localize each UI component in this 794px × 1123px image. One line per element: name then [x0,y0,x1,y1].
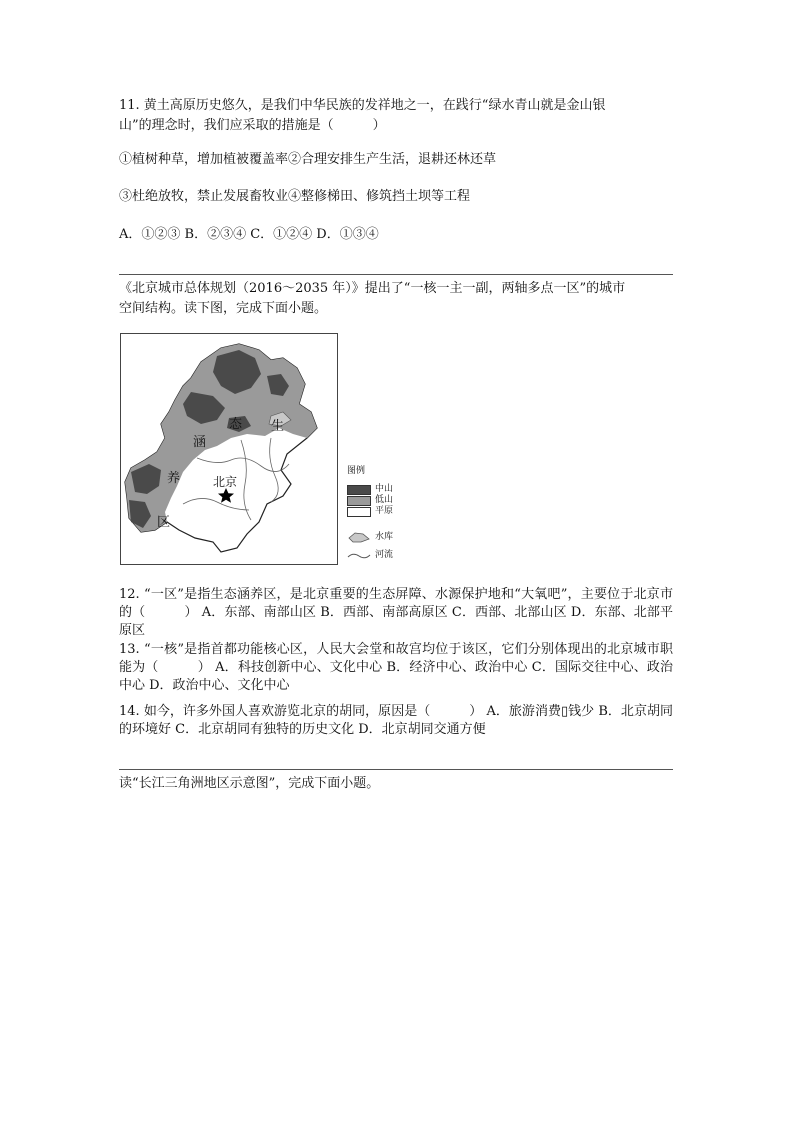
q11-statements-b: ③杜绝放牧，禁止发展畜牧业④整修梯田、修筑挡土坝等工程 [119,189,471,204]
question-14: 14. 如今，许多外国人喜欢游览北京的胡同，原因是（ ） A．旅游消费▯钱少 B．北京胡同的环境好 C．北京胡同有独特的历史文化 D．北京胡同交通方便 [119,704,673,737]
swatch-mid-mountain [347,485,371,495]
passage-line2: 空间结构。读下图，完成下面小题。 [119,301,328,316]
divider [119,274,673,275]
reservoir-legend-icon [347,530,371,544]
swatch-low-mountain [347,496,371,506]
legend-item-reservoir [347,530,393,544]
legend-item-river [347,550,393,561]
passage-line1: 《北京城市总体规划（2016～2035 年）》提出了“一核一主一副，两轴多点一区”的城市 [119,281,626,296]
beijing-map-svg [121,334,337,564]
q11-statements-a: ①植树种草，增加植被覆盖率②合理安排生产生活，退耕还林还草 [119,152,497,167]
next-prompt: 读“长江三角洲地区示意图”，完成下面小题。 [119,776,380,791]
question-13: 13. “一核”是指首都功能核心区，人民大会堂和故宫均位于该区，它们分别体现出的北京城市职能为（ ） A．科技创新中心、文化中心 B．经济中心、政治中心 C．国际交往中心、政治中心 D．政治中心、文化中心 [119,642,673,693]
legend-item-low [347,495,393,506]
legend-label-low: 低山 [375,495,394,505]
divider-2 [119,769,673,770]
q11-stem-line1: 11. 黄土高原历史悠久，是我们中华民族的发祥地之一，在践行“绿水青山就是金山银 [119,98,606,113]
legend-item-mid [347,484,393,495]
swatch-plain [347,507,371,517]
q11-stem-line2: 山”的理念时，我们应采取的措施是（ ） [119,118,386,133]
legend-label-plain: 平原 [375,506,394,516]
legend-title-row [347,466,365,477]
map-char-qu: 区 [157,515,171,530]
legend-item-plain [347,506,393,517]
map-char-tai: 态 [229,417,243,432]
river-legend-icon [347,551,371,561]
legend-title: 图例 [347,466,366,476]
map-char-yang: 养 [167,471,181,486]
legend-label-reservoir: 水库 [375,531,394,542]
legend-label-mid: 中山 [375,484,394,494]
question-12: 12. “一区”是指生态涵养区，是北京重要的生态屏障、水源保护地和“大氧吧”，主要位于北京市的（ ） A．东部、南部山区 B．西部、南部高原区 C．西部、北部山区 D．东部、北部平原区 [119,587,673,638]
legend-label-river: 河流 [375,550,394,560]
question-11 [119,96,673,136]
map-char-sheng: 生 [271,419,285,434]
map-city-label: 北京 [213,475,238,489]
passage [119,279,673,319]
beijing-map [120,333,338,565]
q11-options: A．①②③ B．②③④ C．①②④ D．①③④ [119,227,379,242]
map-char-han: 涵 [193,435,207,450]
